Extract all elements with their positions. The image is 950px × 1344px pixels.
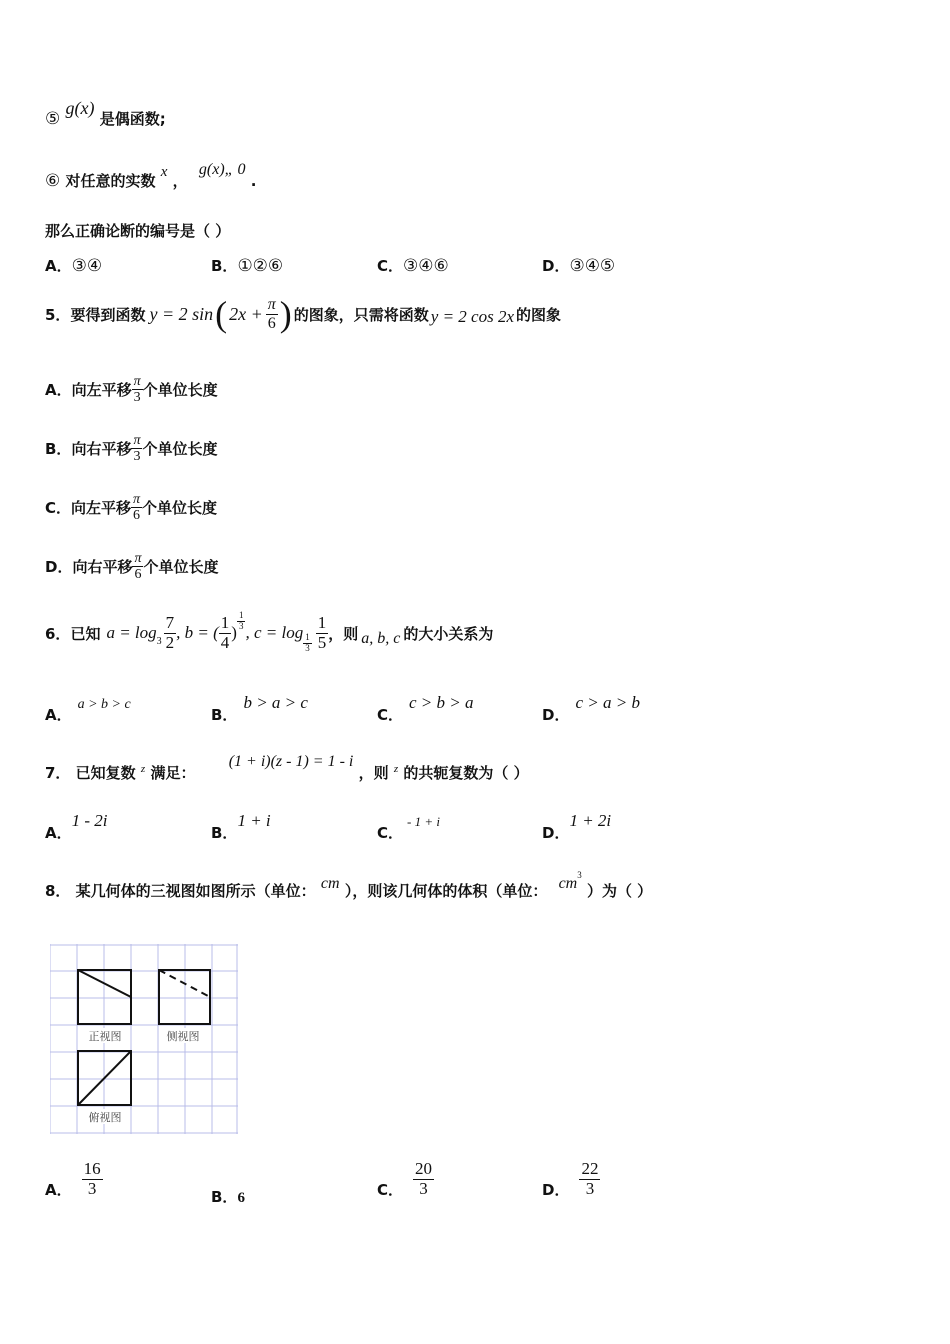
option-value: b > a > c bbox=[243, 693, 308, 712]
q7-var-2: z bbox=[393, 763, 399, 775]
option-label: D． bbox=[542, 257, 570, 275]
q8-stem bbox=[45, 870, 653, 901]
option-label: A． bbox=[45, 706, 72, 724]
q4-option-b[interactable] bbox=[211, 255, 283, 276]
item-6-number: ⑥ bbox=[45, 171, 61, 191]
q6-b-exponent bbox=[237, 611, 246, 632]
q5-option-c[interactable] bbox=[45, 492, 217, 524]
option-label: A． bbox=[45, 381, 72, 400]
item-6-end: . bbox=[250, 172, 257, 190]
q5-text-1: 要得到函数 bbox=[70, 305, 146, 324]
q7-equation: (1 + i)(z - 1) = 1 - i bbox=[228, 753, 354, 770]
q6-b-fraction bbox=[219, 614, 232, 652]
option-label: B． bbox=[211, 1188, 238, 1206]
fraction-top: π bbox=[267, 295, 276, 313]
q5-text-3: 的图象 bbox=[516, 305, 562, 324]
q7-option-d[interactable] bbox=[542, 811, 612, 843]
q8-unit-1: cm bbox=[320, 875, 340, 892]
option-label: C． bbox=[377, 1180, 404, 1199]
option-label: A． bbox=[45, 1180, 72, 1199]
option-value: c > a > b bbox=[575, 693, 640, 712]
option-label: D． bbox=[542, 1180, 570, 1199]
option-pre: 向左平移 bbox=[71, 381, 132, 400]
q5-option-d[interactable] bbox=[45, 551, 219, 583]
item-6-text: 对任意的实数 bbox=[65, 172, 156, 190]
option-fraction bbox=[131, 433, 142, 465]
q5-fn1-inner: 2x + bbox=[229, 303, 263, 324]
option-label: B． bbox=[45, 440, 72, 459]
q5-option-b[interactable] bbox=[45, 433, 217, 465]
three-view-svg bbox=[50, 944, 238, 1134]
option-fraction bbox=[413, 1160, 434, 1198]
item-6-line bbox=[45, 161, 257, 191]
q6-option-c[interactable] bbox=[377, 693, 474, 725]
option-post: 个单位长度 bbox=[142, 440, 218, 459]
fraction-top: π bbox=[133, 433, 141, 448]
q6-text-2: ，则 bbox=[328, 624, 359, 643]
left-paren: ( bbox=[215, 294, 228, 334]
q7-text-4: 的共轭复数为（ ） bbox=[403, 764, 529, 782]
q8-text-1: 某几何体的三视图如图所示（单位： bbox=[75, 882, 316, 900]
option-fraction bbox=[132, 374, 143, 406]
option-value: 6 bbox=[237, 1190, 245, 1206]
item-6-var: x bbox=[160, 164, 168, 180]
option-label: C． bbox=[377, 257, 404, 275]
option-value: 1 - 2i bbox=[71, 811, 108, 830]
q8-unit-2: cm bbox=[558, 875, 578, 892]
q7-option-a[interactable] bbox=[45, 811, 108, 843]
item-5-number: ⑤ bbox=[45, 109, 61, 129]
q4-prompt: 那么正确论断的编号是（ ） bbox=[45, 222, 231, 240]
option-label: C． bbox=[377, 706, 404, 724]
option-pre: 向右平移 bbox=[72, 558, 133, 577]
option-value: ①②⑥ bbox=[237, 256, 284, 276]
option-value: - 1 + i bbox=[407, 814, 440, 829]
q7-option-b[interactable] bbox=[211, 811, 271, 843]
fraction-bottom: 3 bbox=[305, 642, 310, 653]
q6-a-base: 3 bbox=[156, 635, 162, 647]
q7-var: z bbox=[140, 763, 146, 775]
option-value: 1 + i bbox=[237, 811, 271, 830]
q5-option-a[interactable] bbox=[45, 374, 218, 406]
q4-option-c[interactable] bbox=[377, 255, 449, 276]
q8-option-b[interactable] bbox=[211, 1186, 245, 1207]
fraction-top: 22 bbox=[581, 1159, 599, 1178]
option-post: 个单位长度 bbox=[142, 499, 218, 518]
q8-option-c[interactable] bbox=[377, 1160, 434, 1198]
fraction-top: 1 bbox=[220, 612, 230, 632]
option-value: a > b > c bbox=[77, 697, 131, 712]
fraction-bottom: 3 bbox=[133, 449, 141, 465]
option-label: D． bbox=[542, 706, 570, 724]
front-view-label: 正视图 bbox=[88, 1030, 122, 1043]
q5-fn1-left: y = 2 sin bbox=[149, 303, 214, 324]
fraction-bottom: 2 bbox=[165, 632, 175, 652]
option-label: A． bbox=[45, 257, 72, 275]
option-label: B． bbox=[211, 824, 238, 842]
option-label: B． bbox=[211, 706, 238, 724]
q8-text-3: ）为（ ） bbox=[586, 882, 653, 900]
fraction-bottom: 5 bbox=[317, 632, 327, 652]
q5-fn2: y = 2 cos 2x bbox=[430, 307, 515, 326]
option-pre: 向右平移 bbox=[71, 440, 132, 459]
q8-unit-2-exp: 3 bbox=[577, 870, 582, 880]
q7-stem bbox=[45, 753, 529, 783]
option-post: 个单位长度 bbox=[142, 381, 218, 400]
side-view-label: 侧视图 bbox=[166, 1030, 200, 1043]
q6-c-base bbox=[303, 633, 312, 654]
top-view-label: 俯视图 bbox=[88, 1111, 122, 1124]
q6-c-expr: , c = log bbox=[245, 623, 304, 642]
item-5-function: g(x) bbox=[65, 98, 95, 118]
q6-option-b[interactable] bbox=[211, 693, 308, 725]
right-paren: ) bbox=[279, 294, 292, 334]
q7-number: 7． bbox=[45, 764, 71, 782]
fraction-top: 7 bbox=[165, 612, 175, 632]
option-fraction bbox=[131, 492, 142, 524]
fraction-bottom: 3 bbox=[419, 1178, 428, 1198]
q6-vars: a, b, c bbox=[361, 630, 401, 647]
q7-text-1: 已知复数 bbox=[75, 764, 136, 782]
q6-b-expr: , b = ( bbox=[176, 623, 219, 642]
option-post: 个单位长度 bbox=[143, 558, 219, 577]
q6-a-fraction bbox=[164, 614, 177, 652]
option-fraction bbox=[132, 551, 143, 583]
q6-text-1: 已知 bbox=[70, 624, 101, 643]
fraction-top: 1 bbox=[305, 631, 310, 642]
option-value: ③④ bbox=[71, 256, 103, 276]
q5-stem bbox=[45, 292, 561, 336]
fraction-bottom: 3 bbox=[585, 1178, 595, 1198]
option-label: C． bbox=[377, 824, 404, 842]
option-pre: 向左平移 bbox=[71, 499, 132, 518]
q7-text-2: 满足： bbox=[150, 764, 196, 782]
fraction-top: 1 bbox=[317, 612, 327, 632]
fraction-top: π bbox=[133, 492, 141, 507]
option-label: A． bbox=[45, 824, 72, 842]
item-6-comma: ， bbox=[172, 172, 188, 190]
item-6-expr: g(x)„ 0 bbox=[198, 161, 246, 178]
fraction-bottom: 6 bbox=[267, 314, 276, 332]
q5-number: 5． bbox=[45, 305, 71, 324]
three-view-figure bbox=[50, 944, 238, 1134]
option-value: c > b > a bbox=[409, 693, 474, 712]
q5-text-2: 的图象，只需将函数 bbox=[293, 305, 429, 324]
fraction-top: 16 bbox=[83, 1159, 101, 1178]
q6-option-d[interactable] bbox=[542, 693, 640, 725]
fraction-bottom: 6 bbox=[134, 567, 142, 583]
option-fraction bbox=[579, 1160, 600, 1198]
q4-option-a[interactable] bbox=[45, 255, 102, 276]
fraction-top: π bbox=[133, 374, 141, 389]
option-value: ③④⑥ bbox=[403, 256, 449, 276]
fraction-bottom: 3 bbox=[133, 390, 141, 406]
fraction-bottom: 4 bbox=[220, 632, 230, 652]
fraction-top: π bbox=[134, 551, 142, 566]
option-label: C． bbox=[45, 499, 72, 518]
q7-option-c[interactable] bbox=[377, 814, 440, 843]
fraction-top: 1 bbox=[238, 609, 244, 620]
option-label: D． bbox=[542, 824, 570, 842]
item-5-text: 是偶函数; bbox=[99, 110, 166, 128]
q8-option-d[interactable] bbox=[542, 1160, 600, 1198]
q8-number: 8． bbox=[45, 882, 71, 900]
q6-a-expr: a = log bbox=[106, 623, 157, 642]
q8-option-a[interactable] bbox=[45, 1160, 103, 1198]
fraction-bottom: 6 bbox=[133, 508, 141, 524]
fraction-bottom: 3 bbox=[87, 1178, 97, 1198]
option-value: ③④⑤ bbox=[569, 256, 616, 276]
q4-option-d[interactable] bbox=[542, 255, 615, 276]
option-value: 1 + 2i bbox=[569, 811, 612, 830]
q5-fn1-fraction bbox=[266, 296, 278, 332]
option-label: B． bbox=[211, 257, 238, 275]
q6-number: 6． bbox=[45, 624, 71, 643]
option-label: D． bbox=[45, 558, 73, 577]
option-fraction bbox=[82, 1160, 103, 1198]
q8-text-2: ），则该几何体的体积（单位： bbox=[344, 882, 548, 900]
item-5-line bbox=[45, 98, 166, 129]
q7-text-3: ，则 bbox=[358, 764, 389, 782]
q6-b-close: ) bbox=[231, 623, 237, 642]
q6-c-fraction bbox=[316, 614, 329, 652]
fraction-bottom: 3 bbox=[238, 620, 244, 631]
q6-text-3: 的大小关系为 bbox=[403, 624, 494, 643]
q6-option-a[interactable] bbox=[45, 697, 131, 725]
fraction-top: 20 bbox=[415, 1159, 433, 1178]
q6-stem bbox=[45, 608, 493, 658]
